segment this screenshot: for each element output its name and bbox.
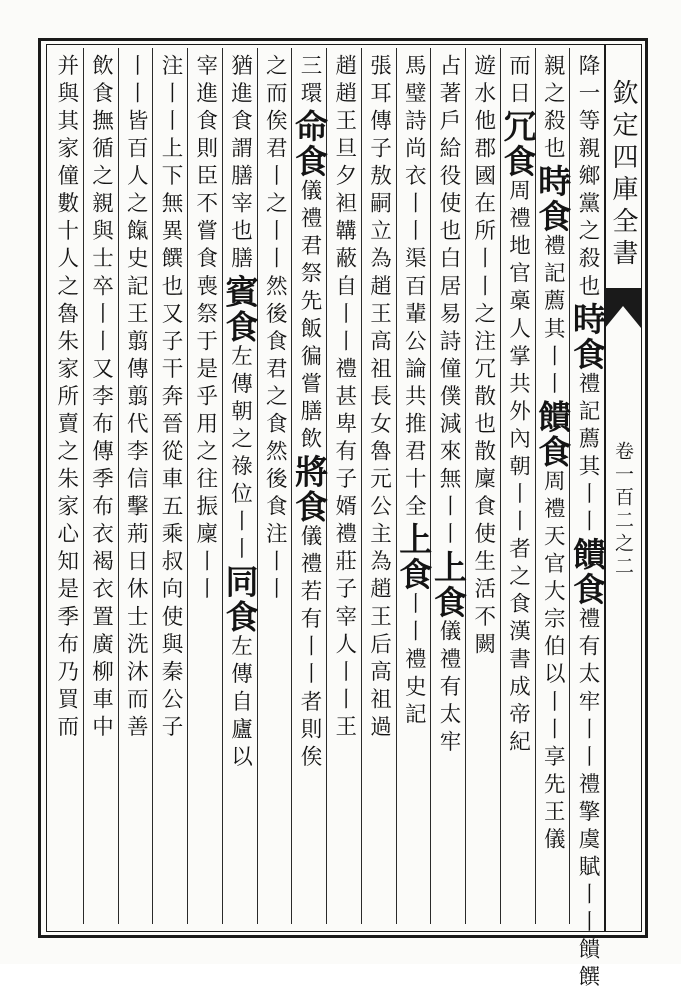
text-column xyxy=(361,48,396,924)
text-column xyxy=(533,48,573,924)
column-text: 親之殺也時食禮記薦其丨丨饋食周禮天官大宗伯以丨丨享先王儀 xyxy=(533,54,573,856)
text-column xyxy=(83,48,118,924)
text-column xyxy=(118,48,153,924)
column-text: 遊水他郡國在所丨丨之注冗散也散廩食使生活不闕 xyxy=(470,54,496,660)
column-text: 三環命食儀禮君祭先飯徧嘗膳飲將食儀禮若有丨丨者則俟 xyxy=(290,54,329,773)
text-columns xyxy=(48,48,607,993)
column-text: 丨丨皆百人之餼史記王翦傳翦代李信擊荊日休士洗沐而善 xyxy=(123,54,149,743)
column-text: 并與其家僮數十人之魯朱家所賣之朱家心知是季布乃買而 xyxy=(53,54,79,743)
text-column xyxy=(394,48,434,924)
column-text: 猶進食謂膳宰也膳賓食左傳朝之祿位丨丨同食左傳自廬以 xyxy=(220,54,260,773)
text-column xyxy=(152,48,187,924)
fishtail-mark-icon xyxy=(605,288,641,328)
column-text: 馬璧詩尚衣丨丨渠百輩公論共推君十全上食丨丨禮史記 xyxy=(394,54,434,730)
fold-book-title: 欽定四庫全書 xyxy=(608,79,638,271)
text-column xyxy=(187,48,222,924)
column-text: 降一等親鄉黨之殺也時食禮記薦其丨丨饋食禮有太牢丨丨禮擎虞賦丨丨饋饌 xyxy=(568,54,607,993)
text-column xyxy=(465,48,500,924)
column-text: 趙趙王旦夕袒韝蔽自丨丨禮甚卑有子婿禮莊子宰人丨丨王 xyxy=(331,54,357,743)
column-text: 飲食撫循之親與士卒丨丨又李布傳季布衣褐衣置廣柳車中 xyxy=(88,54,114,743)
fold-volume-number: 卷一百二之二 xyxy=(612,441,634,579)
text-column xyxy=(220,48,260,924)
column-text: 宰進食則臣不嘗食喪祭于是乎用之往振廩丨丨 xyxy=(192,54,218,605)
column-text: 而日冗食周禮地官槀人掌共外內朝丨丨者之食漢書成帝紀 xyxy=(498,54,538,758)
column-text: 張耳傳子敖嗣立為趙王高祖長女魯元公主為趙王后高祖過 xyxy=(366,54,392,743)
text-column xyxy=(48,48,83,924)
text-column xyxy=(326,48,361,924)
text-column xyxy=(498,48,538,924)
text-column xyxy=(257,48,292,924)
column-text: 占著戶給役使也白居易詩僮僕減來無丨丨上食儀禮有太牢 xyxy=(429,54,468,758)
text-column xyxy=(568,48,607,993)
text-column xyxy=(290,48,329,924)
text-column xyxy=(429,48,468,924)
column-text: 之而俟君丨之丨丨然後食君之食然後食注丨丨 xyxy=(262,54,288,605)
column-text: 注丨丨上下無異饌也又子干奔晉從車五乘叔向使與秦公子 xyxy=(158,54,183,743)
